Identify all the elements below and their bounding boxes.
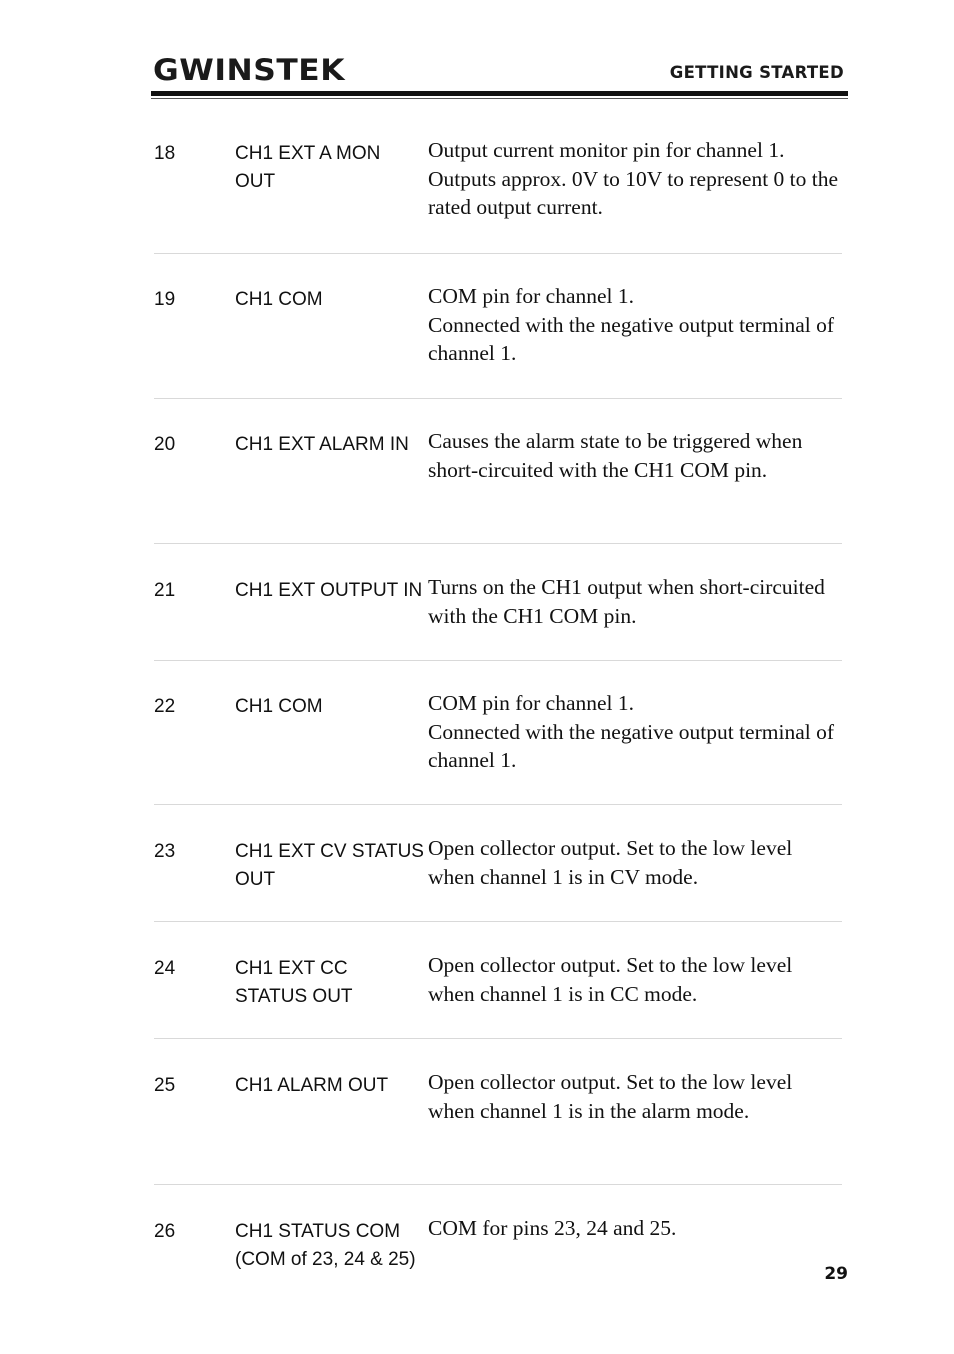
pin-description <box>428 834 842 891</box>
pin-row-19 <box>154 282 842 399</box>
description-line: Open collector output. Set to the low level when channel 1 is in CC mode. <box>428 953 793 1006</box>
pin-name: CH1 EXT A MON OUT <box>235 143 381 192</box>
description-line: Output current monitor pin for channel 1. <box>428 138 785 162</box>
header-rule <box>151 91 848 96</box>
pin-name: CH1 COM <box>235 696 323 717</box>
description-line: Open collector output. Set to the low level when channel 1 is in the alarm mode. <box>428 1070 793 1123</box>
pin-name: CH1 EXT OUTPUT IN <box>235 580 423 601</box>
description-line: Connected with the negative output terminal of channel 1. <box>428 719 835 772</box>
pin-number: 24 <box>154 958 176 979</box>
pin-number: 19 <box>154 289 176 310</box>
description-line: Outputs approx. 0V to 10V to represent 0 to the rated output current. <box>428 166 839 219</box>
pin-description <box>428 136 842 222</box>
pin-number: 25 <box>154 1075 176 1096</box>
pin-number: 21 <box>154 580 176 601</box>
pin-description <box>428 689 842 775</box>
header-rule-thin <box>151 98 848 99</box>
description-line: Turns on the CH1 output when short-circuited with the CH1 COM pin. <box>428 575 825 628</box>
pin-row-20 <box>154 427 842 544</box>
pin-row-25 <box>154 1068 842 1185</box>
section-title: GETTING STARTED <box>669 63 844 82</box>
description-line: COM pin for channel 1. <box>428 691 635 715</box>
description-line: Open collector output. Set to the low level when channel 1 is in CV mode. <box>428 836 793 889</box>
pin-row-22 <box>154 689 842 805</box>
pin-description <box>428 1214 842 1243</box>
pin-description <box>428 427 842 484</box>
pin-row-26 <box>154 1214 842 1316</box>
pin-description <box>428 1068 842 1125</box>
pin-description <box>428 573 842 630</box>
pin-number: 18 <box>154 143 176 164</box>
pin-name: CH1 COM <box>235 289 323 310</box>
pin-row-18 <box>154 136 842 254</box>
description-line: COM for pins 23, 24 and 25. <box>428 1216 677 1240</box>
pin-number: 20 <box>154 434 176 455</box>
pin-row-21 <box>154 573 842 661</box>
pin-name: CH1 EXT ALARM IN <box>235 434 409 455</box>
pin-name: CH1 EXT CV STATUS OUT <box>235 841 424 890</box>
pin-row-23 <box>154 834 842 922</box>
pin-name: CH1 STATUS COM (COM of 23, 24 & 25) <box>235 1221 416 1270</box>
pin-row-24 <box>154 951 842 1039</box>
description-line: Connected with the negative output terminal of channel 1. <box>428 312 835 365</box>
pin-number: 26 <box>154 1221 176 1242</box>
pin-description <box>428 282 842 368</box>
pin-name: CH1 EXT CC STATUS OUT <box>235 958 353 1007</box>
description-line: COM pin for channel 1. <box>428 284 635 308</box>
pin-number: 23 <box>154 841 176 862</box>
pin-table <box>154 136 842 1316</box>
description-line: Causes the alarm state to be triggered when short-circuited with the CH1 COM pin. <box>428 429 803 482</box>
pin-number: 22 <box>154 696 176 717</box>
pin-description <box>428 951 842 1008</box>
brand-logo: GWINSTEK <box>153 53 346 87</box>
page-number: 29 <box>824 1264 848 1284</box>
pin-name: CH1 ALARM OUT <box>235 1075 389 1096</box>
